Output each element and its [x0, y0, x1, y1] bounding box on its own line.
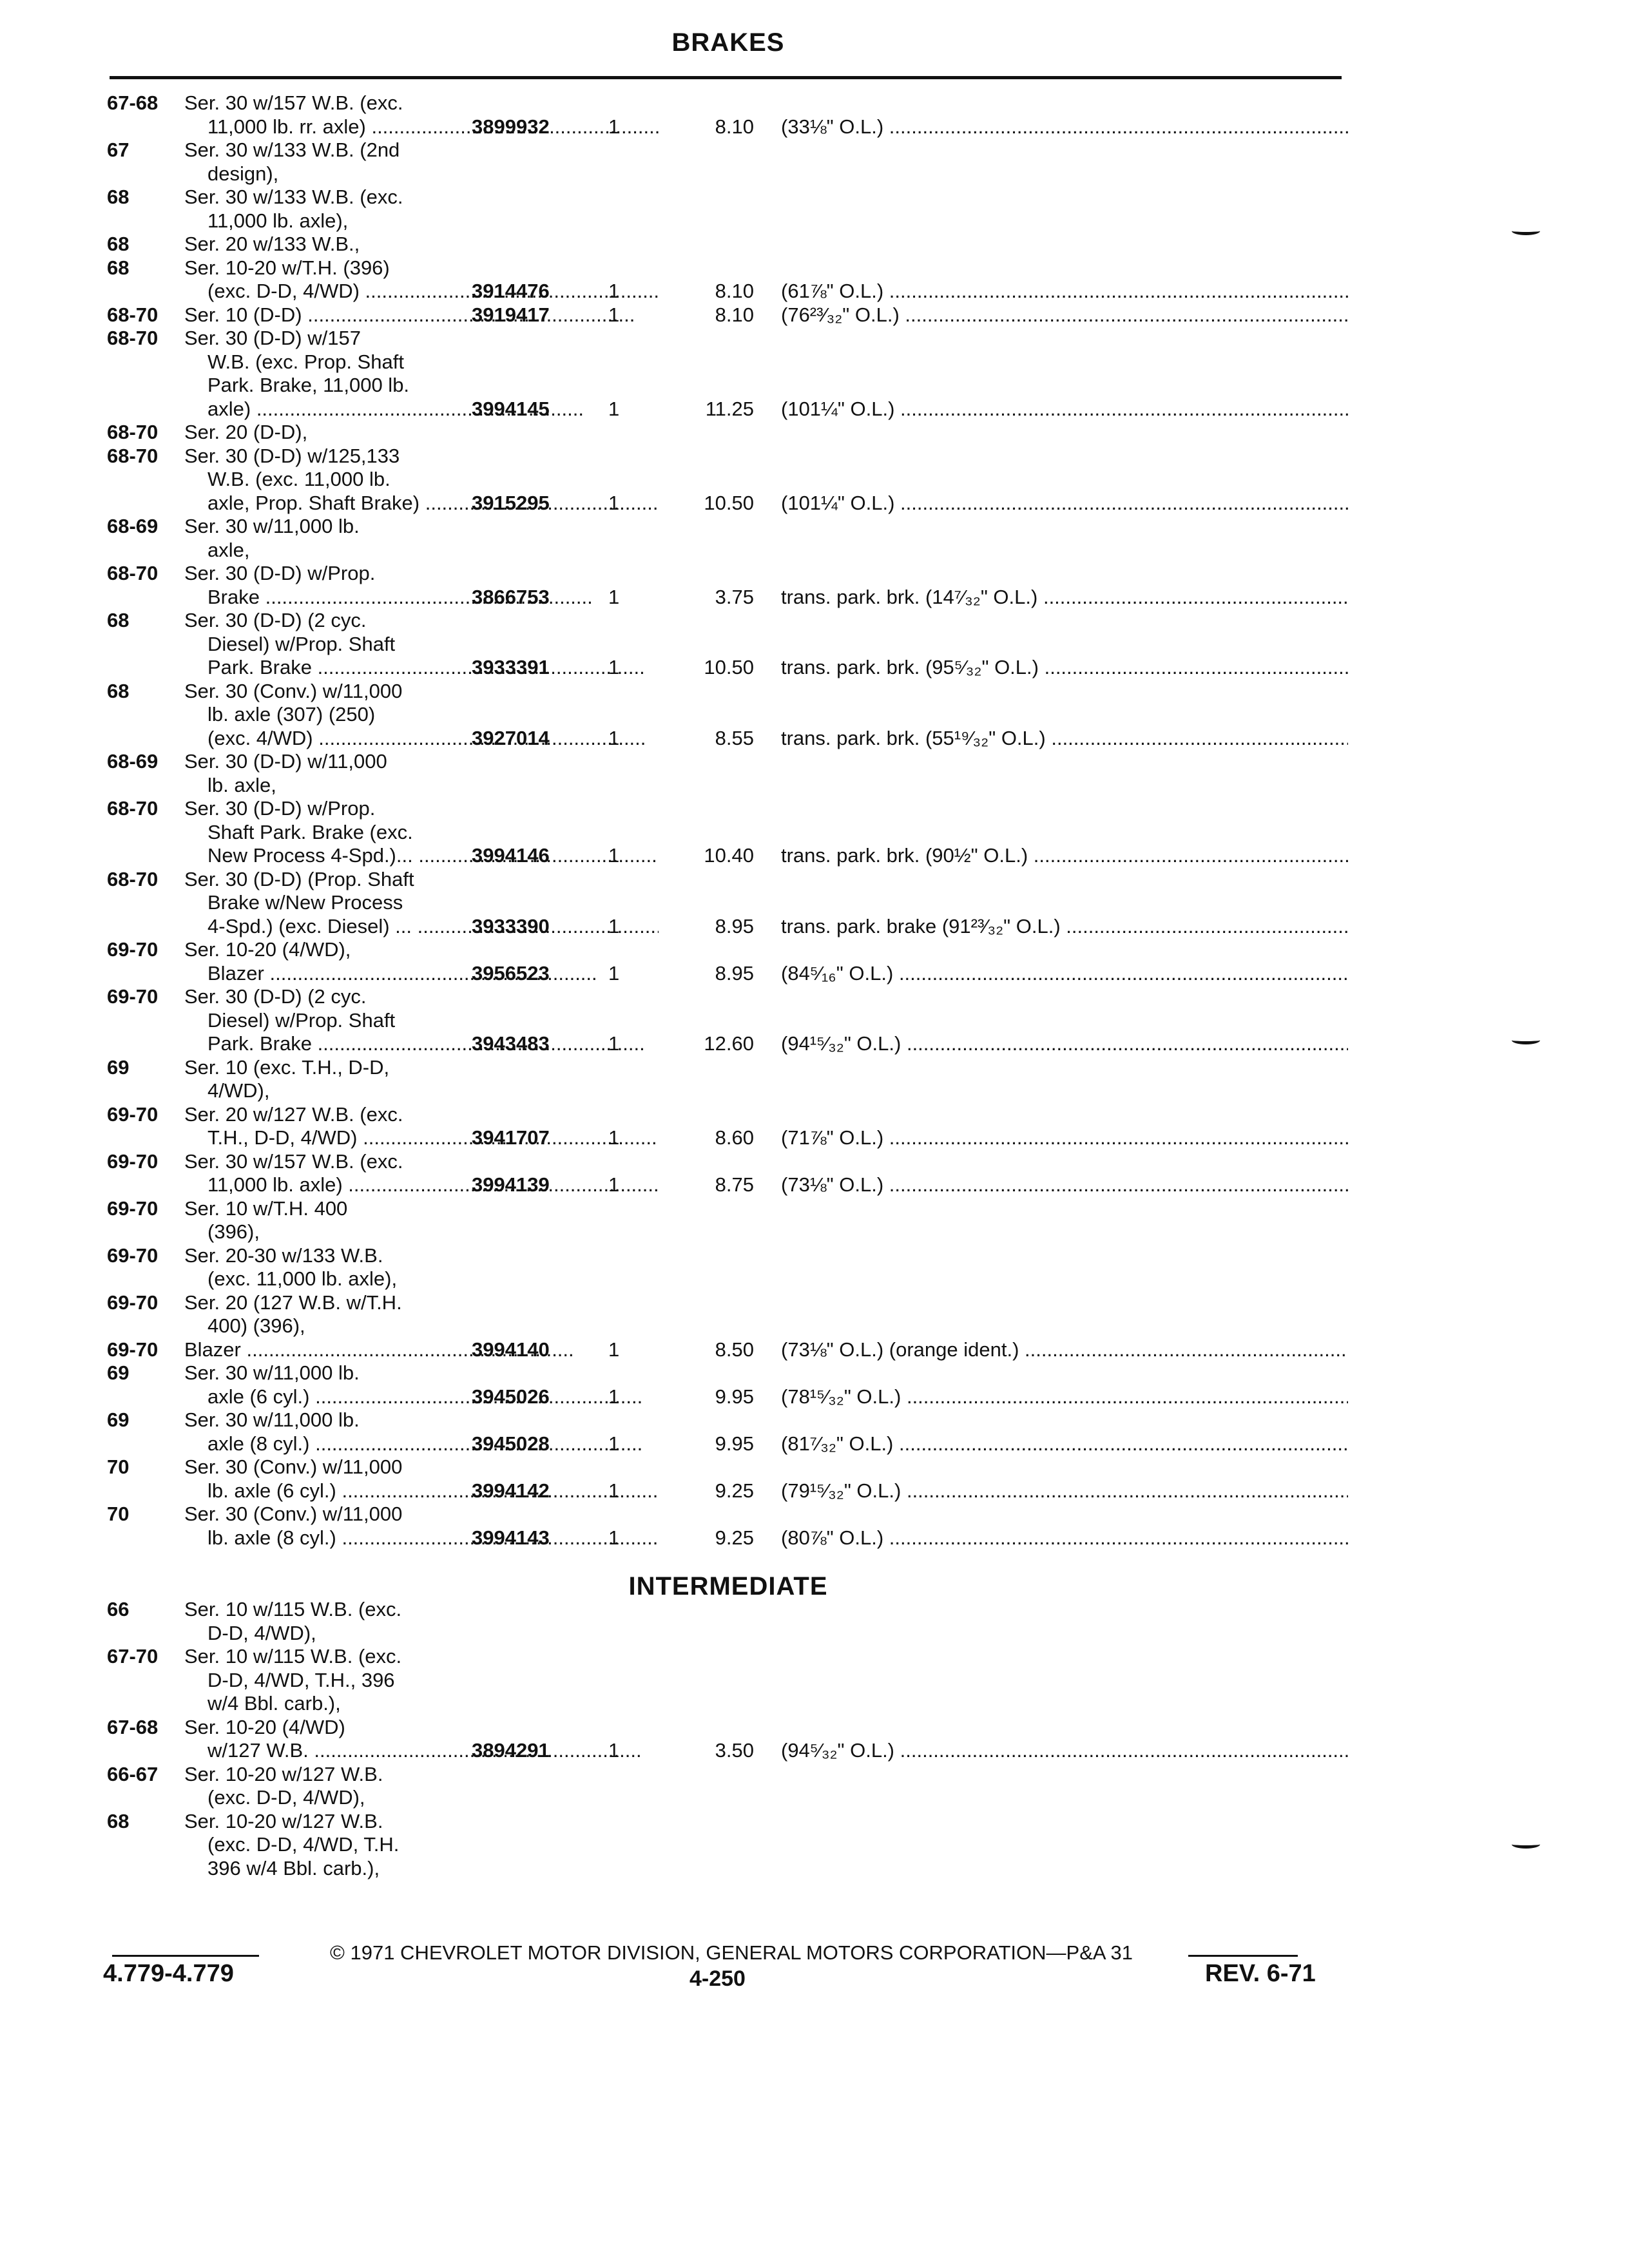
price: 12.60	[704, 1032, 754, 1055]
application-description: Ser. 30 (Conv.) w/11,000	[184, 1456, 403, 1478]
quantity: 1	[608, 844, 620, 867]
length-note: trans. park. brake (91²³⁄₃₂" O.L.) .....	[781, 914, 1348, 939]
price: 10.40	[704, 844, 754, 867]
application-description: (exc. 4/WD) .....	[207, 726, 659, 751]
application-description: W.B. (exc. Prop. Shaft	[207, 350, 404, 373]
part-number: 3894291	[472, 1739, 550, 1762]
application-description: Diesel) w/Prop. Shaft	[207, 632, 396, 655]
application-description: Ser. 30 (D-D) (2 cyc.	[184, 609, 367, 631]
price: 3.50	[715, 1739, 754, 1762]
quantity: 1	[608, 585, 620, 608]
application-description: New Process 4-Spd.)... .....	[207, 843, 659, 869]
page-number: 4-250	[689, 1966, 746, 1991]
quantity: 1	[608, 280, 620, 302]
part-number: 3927014	[472, 726, 550, 749]
year-range: 70	[107, 1503, 130, 1525]
application-description: Ser. 10-20 (4/WD)	[184, 1715, 345, 1738]
price: 9.25	[715, 1479, 754, 1502]
year-range: 68	[107, 609, 130, 631]
price: 10.50	[704, 491, 754, 514]
length-note: (76²³⁄₃₂" O.L.) .....	[781, 302, 1348, 328]
application-description: Ser. 30 w/11,000 lb.	[184, 1408, 360, 1431]
quantity: 1	[608, 303, 620, 326]
quantity: 1	[608, 1032, 620, 1055]
part-number: 3866753	[472, 585, 550, 608]
application-description: Ser. 30 w/133 W.B. (2nd	[184, 139, 400, 161]
application-description: Ser. 20 (D-D),	[184, 421, 308, 443]
part-number: 3943483	[472, 1032, 550, 1055]
application-description: Ser. 30 (D-D) w/Prop.	[184, 797, 376, 820]
length-note: (94¹⁵⁄₃₂" O.L.) .....	[781, 1031, 1348, 1057]
year-range: 67-70	[107, 1645, 159, 1667]
application-description: (exc. D-D, 4/WD) .....	[207, 278, 659, 304]
year-range: 68-69	[107, 515, 159, 537]
application-description: Ser. 30 w/11,000 lb.	[184, 515, 360, 537]
application-description: Brake .....	[207, 584, 659, 610]
year-range: 68-70	[107, 444, 159, 467]
quantity: 1	[608, 1126, 620, 1149]
part-number: 3994139	[472, 1173, 550, 1196]
length-note: (79¹⁵⁄₃₂" O.L.) .....	[781, 1478, 1348, 1504]
year-range: 68	[107, 679, 130, 702]
application-description: D-D, 4/WD),	[207, 1621, 316, 1644]
quantity: 1	[608, 1338, 620, 1361]
length-note: (101¼" O.L.) .....	[781, 490, 1348, 516]
length-note: trans. park. brk. (55¹⁹⁄₃₂" O.L.) .....	[781, 726, 1348, 751]
price: 8.55	[715, 726, 754, 749]
header-rule	[110, 76, 1342, 79]
application-description: 396 w/4 Bbl. carb.),	[207, 1856, 380, 1879]
application-description: (exc. D-D, 4/WD, T.H.	[207, 1833, 400, 1856]
application-description: Ser. 10 w/T.H. 400	[184, 1196, 348, 1220]
application-description: 4/WD),	[207, 1079, 270, 1102]
part-number: 3945026	[472, 1385, 550, 1408]
length-note: (101¼" O.L.) .....	[781, 396, 1348, 422]
application-description: Ser. 10-20 w/127 W.B.	[184, 1809, 383, 1832]
application-description: Ser. 10-20 w/127 W.B.	[184, 1762, 383, 1785]
part-number: 3994140	[472, 1338, 550, 1361]
length-note: (73⅛" O.L.) .....	[781, 1172, 1348, 1198]
quantity: 1	[608, 397, 620, 420]
year-range: 69-70	[107, 938, 159, 961]
application-description: (396),	[207, 1220, 260, 1243]
application-description: Ser. 20 (127 W.B. w/T.H.	[184, 1291, 402, 1314]
year-range: 68-70	[107, 797, 159, 820]
length-note: trans. park. brk. (95⁵⁄₃₂" O.L.) .....	[781, 655, 1348, 680]
length-note: trans. park. brk. (14⁷⁄₃₂" O.L.) .....	[781, 584, 1348, 610]
length-note: (80⅞" O.L.) .....	[781, 1525, 1348, 1551]
length-note: (33⅛" O.L.) .....	[781, 114, 1348, 140]
year-range: 69-70	[107, 985, 159, 1008]
application-description: lb. axle (307) (250)	[207, 703, 376, 726]
price: 9.95	[715, 1385, 754, 1408]
application-description: Ser. 30 w/133 W.B. (exc.	[184, 186, 403, 208]
application-description: Ser. 30 (D-D) w/Prop.	[184, 562, 376, 584]
application-description: 11,000 lb. rr. axle) .....	[207, 114, 659, 140]
application-description: Ser. 30 (D-D) (2 cyc.	[184, 985, 367, 1008]
application-description: 11,000 lb. axle),	[207, 209, 349, 232]
year-range: 68	[107, 1809, 130, 1832]
price: 8.50	[715, 1338, 754, 1361]
application-description: Ser. 30 w/157 W.B. (exc.	[184, 1149, 403, 1173]
quantity: 1	[608, 491, 620, 514]
part-number: 3933391	[472, 656, 550, 678]
quantity: 1	[608, 914, 620, 937]
application-description: Park. Brake .....	[207, 1031, 659, 1057]
price: 10.50	[704, 656, 754, 678]
quantity: 1	[608, 1173, 620, 1196]
length-note: (71⅞" O.L.) .....	[781, 1125, 1348, 1151]
application-description: w/127 W.B. .....	[207, 1738, 659, 1763]
price: 8.10	[715, 303, 754, 326]
application-description: lb. axle,	[207, 773, 276, 796]
year-range: 67	[107, 139, 130, 161]
length-note: (84⁵⁄₁₆" O.L.) .....	[781, 961, 1348, 986]
application-description: Ser. 30 w/11,000 lb.	[184, 1361, 360, 1384]
section-code: 4.779-4.779	[103, 1960, 234, 1987]
application-description: axle (8 cyl.) .....	[207, 1431, 659, 1457]
application-description: Ser. 10 w/115 W.B. (exc.	[184, 1645, 402, 1667]
application-description: Ser. 20 w/127 W.B. (exc.	[184, 1102, 403, 1126]
application-description: 4-Spd.) (exc. Diesel) ... .....	[207, 914, 659, 939]
application-description: Shaft Park. Brake (exc.	[207, 820, 413, 843]
application-description: 400) (396),	[207, 1314, 305, 1337]
application-description: W.B. (exc. 11,000 lb.	[207, 468, 390, 490]
quantity: 1	[608, 656, 620, 678]
price: 8.10	[715, 115, 754, 138]
year-range: 67-68	[107, 1715, 159, 1738]
application-description: Ser. 20-30 w/133 W.B.	[184, 1244, 383, 1267]
application-description: design),	[207, 162, 279, 185]
price: 8.60	[715, 1126, 754, 1149]
application-description: Ser. 20 w/133 W.B.,	[184, 233, 360, 255]
application-description: Ser. 10 (exc. T.H., D-D,	[184, 1055, 390, 1079]
application-description: Park. Brake, 11,000 lb.	[207, 374, 410, 396]
length-note: (73⅛" O.L.) (orange ident.) .....	[781, 1337, 1348, 1363]
year-range: 68	[107, 233, 130, 255]
year-range: 68-70	[107, 421, 159, 443]
application-description: 11,000 lb. axle) .....	[207, 1172, 659, 1198]
price: 8.75	[715, 1173, 754, 1196]
quantity: 1	[608, 1432, 620, 1455]
part-number: 3914476	[472, 280, 550, 302]
price: 9.95	[715, 1432, 754, 1455]
margin-mark	[1512, 227, 1540, 235]
price: 8.95	[715, 914, 754, 937]
application-description: Ser. 30 (Conv.) w/11,000	[184, 1503, 403, 1525]
application-description: (exc. 11,000 lb. axle),	[207, 1267, 398, 1290]
part-number: 3994143	[472, 1526, 550, 1549]
application-description: Ser. 10 (D-D) .....	[184, 302, 635, 328]
part-number: 3915295	[472, 491, 550, 514]
year-range: 69-70	[107, 1102, 159, 1126]
quantity: 1	[608, 961, 620, 985]
application-description: Ser. 30 (D-D) w/157	[184, 327, 361, 349]
year-range: 69	[107, 1361, 130, 1384]
part-number: 3994145	[472, 397, 550, 420]
application-description: Ser. 30 (D-D) w/125,133	[184, 444, 400, 467]
application-description: lb. axle (6 cyl.) .....	[207, 1478, 659, 1504]
section-heading-intermediate: INTERMEDIATE	[628, 1572, 828, 1600]
part-number: 3919417	[472, 303, 550, 326]
revision-label: REV. 6-71	[1205, 1960, 1316, 1987]
part-number: 3994146	[472, 844, 550, 867]
length-note: (61⅞" O.L.) .....	[781, 278, 1348, 304]
application-description: Diesel) w/Prop. Shaft	[207, 1008, 396, 1032]
quantity: 1	[608, 1385, 620, 1408]
application-description: Brake w/New Process	[207, 891, 403, 914]
application-description: Blazer .....	[207, 961, 659, 986]
copyright-line: © 1971 CHEVROLET MOTOR DIVISION, GENERAL MOTORS CORPORATION—P&A 31	[330, 1941, 1133, 1964]
application-description: lb. axle (8 cyl.) .....	[207, 1525, 659, 1551]
application-description: Ser. 10-20 w/T.H. (396)	[184, 256, 390, 279]
application-description: Ser. 10 w/115 W.B. (exc.	[184, 1598, 402, 1620]
application-description: Ser. 30 (D-D) (Prop. Shaft	[184, 867, 414, 890]
length-note: (94⁵⁄₃₂" O.L.) .....	[781, 1738, 1348, 1763]
price: 8.95	[715, 961, 754, 985]
length-note: (78¹⁵⁄₃₂" O.L.) .....	[781, 1384, 1348, 1410]
year-range: 68-69	[107, 750, 159, 773]
year-range: 68	[107, 256, 130, 279]
quantity: 1	[608, 1526, 620, 1549]
application-description: D-D, 4/WD, T.H., 396	[207, 1668, 395, 1691]
price: 8.10	[715, 280, 754, 302]
length-note: (81⁷⁄₃₂" O.L.) .....	[781, 1431, 1348, 1457]
price: 3.75	[715, 585, 754, 608]
year-range: 68	[107, 186, 130, 208]
year-range: 69-70	[107, 1196, 159, 1220]
application-description: T.H., D-D, 4/WD) .....	[207, 1125, 659, 1151]
quantity: 1	[608, 1739, 620, 1762]
year-range: 66-67	[107, 1762, 159, 1785]
margin-mark	[1512, 1840, 1540, 1849]
price: 11.25	[705, 397, 754, 420]
price: 9.25	[715, 1526, 754, 1549]
application-description: Ser. 30 (D-D) w/11,000	[184, 750, 387, 773]
year-range: 70	[107, 1456, 130, 1478]
quantity: 1	[608, 726, 620, 749]
application-description: axle, Prop. Shaft Brake) .....	[207, 490, 659, 516]
year-range: 67-68	[107, 91, 159, 114]
part-number: 3933390	[472, 914, 550, 937]
year-range: 68-70	[107, 327, 159, 349]
quantity: 1	[608, 115, 620, 138]
year-range: 69-70	[107, 1244, 159, 1267]
quantity: 1	[608, 1479, 620, 1502]
margin-mark	[1512, 1036, 1540, 1044]
year-range: 69-70	[107, 1338, 159, 1361]
year-range: 66	[107, 1598, 130, 1620]
part-number: 3941707	[472, 1126, 550, 1149]
application-description: Ser. 30 w/157 W.B. (exc.	[184, 91, 403, 114]
application-description: Ser. 10-20 (4/WD),	[184, 938, 351, 961]
year-range: 69	[107, 1055, 130, 1079]
year-range: 68-70	[107, 867, 159, 890]
year-range: 69	[107, 1408, 130, 1431]
length-note: trans. park. brk. (90½" O.L.) .....	[781, 843, 1348, 869]
application-description: w/4 Bbl. carb.),	[207, 1692, 341, 1715]
application-description: Park. Brake .....	[207, 655, 659, 680]
application-description: axle) .....	[207, 396, 659, 422]
part-number: 3994142	[472, 1479, 550, 1502]
year-range: 68-70	[107, 303, 159, 326]
page-title: BRAKES	[671, 28, 785, 57]
application-description: Blazer .....	[184, 1337, 635, 1363]
year-range: 69-70	[107, 1291, 159, 1314]
part-number: 3956523	[472, 961, 550, 985]
part-number: 3899932	[472, 115, 550, 138]
application-description: (exc. D-D, 4/WD),	[207, 1786, 365, 1809]
application-description: axle,	[207, 538, 250, 561]
application-description: axle (6 cyl.) .....	[207, 1384, 659, 1410]
year-range: 69-70	[107, 1149, 159, 1173]
application-description: Ser. 30 (Conv.) w/11,000	[184, 679, 403, 702]
part-number: 3945028	[472, 1432, 550, 1455]
year-range: 68-70	[107, 562, 159, 584]
